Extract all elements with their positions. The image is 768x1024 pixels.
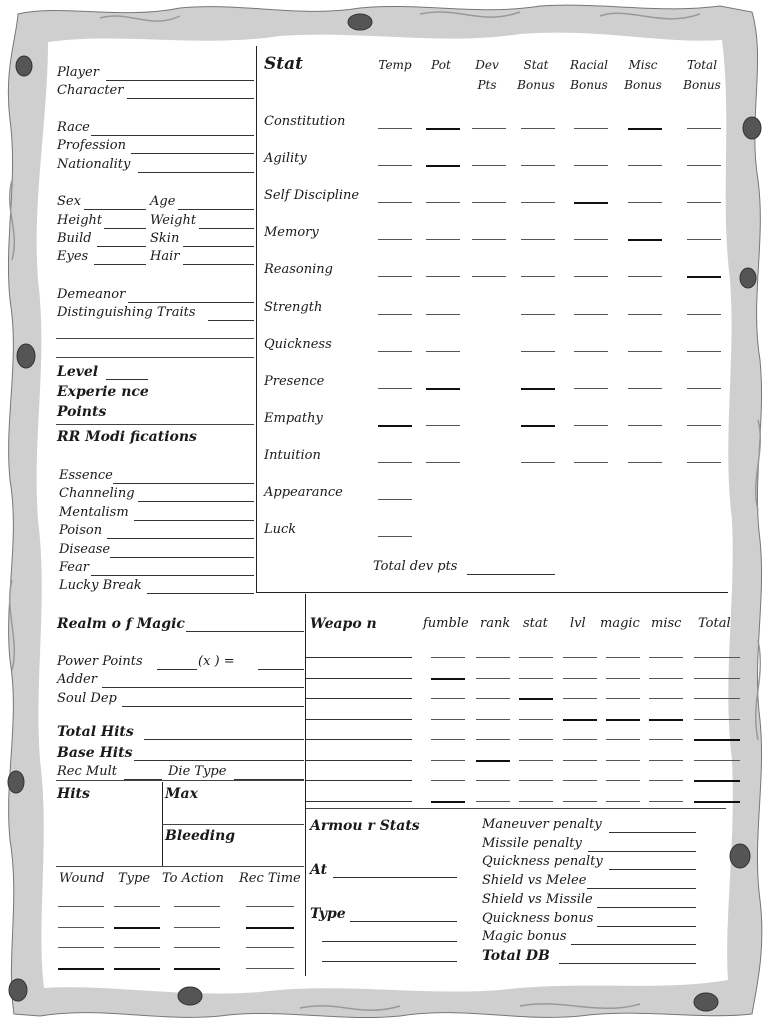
weapon-cell-field[interactable] — [694, 657, 740, 658]
weapon-cell-field[interactable] — [431, 719, 465, 720]
stat-row-label: Agility — [264, 151, 307, 167]
stat-value-field[interactable] — [378, 276, 412, 277]
nationality-field[interactable] — [138, 172, 254, 173]
sex-field[interactable] — [84, 209, 146, 210]
rr-label: Channeling — [59, 486, 135, 502]
rr-title: RR Modi fications — [57, 429, 197, 445]
weapon-cell-field[interactable] — [476, 801, 510, 802]
stat-value-field[interactable] — [378, 425, 412, 427]
wound-column-header: Wound — [59, 871, 105, 886]
hair-label: Hair — [150, 249, 180, 264]
stat-value-field[interactable] — [426, 425, 460, 426]
db-row-label: Shield vs Melee — [482, 873, 587, 889]
stat-value-field[interactable] — [426, 351, 460, 352]
weapon-cell-field[interactable] — [606, 678, 640, 679]
stat-value-field[interactable] — [574, 239, 608, 240]
pp-result-field[interactable] — [258, 669, 304, 670]
stat-row-label: Self Discipline — [264, 188, 360, 204]
divider-id-3 — [56, 424, 254, 425]
weapon-column-header: Total — [698, 616, 731, 631]
stat-value-field[interactable] — [521, 425, 555, 427]
stat-row-label: Reasoning — [264, 262, 333, 278]
stat-value-field[interactable] — [628, 388, 662, 389]
weapon-name-field[interactable] — [306, 678, 412, 679]
divider-lower — [305, 594, 306, 976]
weapon-cell-field[interactable] — [694, 678, 740, 679]
stat-value-field[interactable] — [687, 276, 721, 278]
db-row-label: Missile penalty — [482, 835, 582, 851]
stat-value-field[interactable] — [521, 276, 555, 277]
divider-id-2 — [56, 357, 254, 358]
weapon-cell-field[interactable] — [431, 760, 465, 761]
weapon-cell-field[interactable] — [519, 678, 553, 679]
stat-value-field[interactable] — [472, 128, 506, 129]
weapon-cell-field[interactable] — [431, 739, 465, 740]
level-field[interactable] — [106, 379, 148, 380]
eyes-label: Eyes — [57, 249, 89, 264]
wound-cell-field[interactable] — [174, 968, 220, 970]
total-dev-label: Total dev pts — [373, 559, 458, 574]
weapon-cell-field[interactable] — [649, 657, 683, 658]
armour-title: Armou r Stats — [310, 818, 420, 834]
points-label: Points — [57, 404, 107, 420]
total-hits-label: Total Hits — [57, 724, 134, 740]
stat-title: Stat — [264, 54, 303, 74]
sex-label: Sex — [57, 194, 81, 209]
rr-label: Lucky Break — [59, 578, 142, 594]
stat-value-field[interactable] — [426, 165, 460, 167]
nationality-label: Nationality — [57, 157, 131, 172]
stat-value-field[interactable] — [574, 425, 608, 426]
weapon-cell-field[interactable] — [563, 801, 597, 802]
stat-value-field[interactable] — [628, 425, 662, 426]
weapon-cell-field[interactable] — [519, 780, 553, 781]
rr-field[interactable] — [113, 483, 254, 484]
weapon-cell-field[interactable] — [606, 801, 640, 802]
stat-value-field[interactable] — [521, 128, 555, 129]
realm-field[interactable] — [186, 631, 304, 632]
base-hits-field[interactable] — [134, 760, 304, 761]
weapon-cell-field[interactable] — [563, 739, 597, 740]
weapon-name-field[interactable] — [306, 698, 412, 699]
realm-label: Realm o f Magic — [57, 616, 185, 632]
stat-value-field[interactable] — [426, 314, 460, 315]
weapon-column-header: lvl — [570, 616, 586, 631]
wound-cell-field[interactable] — [174, 927, 220, 928]
eyes-field[interactable] — [94, 264, 146, 265]
rr-field[interactable] — [147, 593, 254, 594]
stat-value-field[interactable] — [521, 351, 555, 352]
rr-label: Poison — [59, 523, 103, 539]
weapon-column-header: magic — [600, 616, 640, 631]
stat-value-field[interactable] — [378, 536, 412, 537]
stat-row-label: Appearance — [264, 485, 343, 500]
type-label: Type — [310, 906, 346, 922]
stat-value-field[interactable] — [521, 165, 555, 166]
weapon-cell-field[interactable] — [519, 657, 553, 658]
weapon-cell-field[interactable] — [563, 780, 597, 781]
db-row-field[interactable] — [597, 926, 696, 927]
base-hits-label: Base Hits — [57, 745, 133, 761]
demeanor-label: Demeanor — [57, 287, 126, 302]
weapon-cell-field[interactable] — [476, 780, 510, 781]
stat-value-field[interactable] — [378, 202, 412, 203]
stat-column-header: Dev Pts — [475, 58, 499, 92]
weapon-name-field[interactable] — [306, 657, 412, 658]
stat-row-label: Constitution — [264, 114, 346, 129]
weapon-cell-field[interactable] — [694, 739, 740, 741]
weapon-column-header: fumble — [423, 616, 469, 631]
stat-value-field[interactable] — [628, 276, 662, 277]
weapon-cell-field[interactable] — [563, 678, 597, 679]
weapon-cell-field[interactable] — [431, 698, 465, 699]
weapon-cell-field[interactable] — [476, 739, 510, 740]
die-type-field[interactable] — [234, 779, 304, 780]
wound-column-header: Rec Time — [239, 871, 301, 886]
wound-cell-field[interactable] — [174, 947, 220, 948]
wound-cell-field[interactable] — [114, 927, 160, 929]
wound-cell-field[interactable] — [58, 927, 104, 928]
race-label: Race — [57, 120, 90, 135]
type-field-1[interactable] — [350, 921, 457, 922]
stat-value-field[interactable] — [574, 462, 608, 463]
db-row-label: Magic bonus — [482, 929, 567, 945]
weapon-cell-field[interactable] — [563, 760, 597, 761]
demeanor-field[interactable] — [128, 302, 254, 303]
db-row-label: Quickness bonus — [482, 910, 594, 926]
stat-value-field[interactable] — [378, 462, 412, 463]
stat-column-header: Misc Bonus — [624, 58, 662, 92]
character-label: Character — [57, 83, 124, 98]
weapon-cell-field[interactable] — [694, 719, 740, 720]
stat-value-field[interactable] — [687, 239, 721, 240]
at-label: At — [310, 862, 328, 878]
stat-column-header: Temp — [378, 58, 412, 72]
total-hits-field[interactable] — [144, 739, 304, 740]
stat-value-field[interactable] — [628, 128, 662, 130]
wound-cell-field[interactable] — [114, 947, 160, 948]
stat-value-field[interactable] — [687, 202, 721, 203]
stat-value-field[interactable] — [521, 462, 555, 463]
rec-mult-label: Rec Mult — [57, 764, 117, 779]
level-label: Level — [57, 364, 99, 380]
wound-cell-field[interactable] — [246, 927, 294, 929]
rr-label: Disease — [59, 541, 111, 557]
age-field[interactable] — [178, 209, 254, 210]
weapon-cell-field[interactable] — [431, 657, 465, 658]
profession-label: Profession — [57, 138, 126, 153]
weight-field[interactable] — [199, 228, 254, 229]
db-row-field[interactable] — [587, 888, 696, 889]
weapon-column-header: misc — [651, 616, 682, 631]
build-field[interactable] — [97, 246, 146, 247]
divider-stat-left — [256, 46, 257, 592]
traits-label: Distinguishing Traits — [57, 305, 196, 320]
stat-value-field[interactable] — [687, 388, 721, 389]
at-field[interactable] — [333, 877, 457, 878]
stat-value-field[interactable] — [472, 276, 506, 277]
stat-value-field[interactable] — [378, 351, 412, 352]
stat-value-field[interactable] — [426, 276, 460, 277]
pp-formula: (x ) = — [198, 654, 235, 669]
stat-value-field[interactable] — [521, 202, 555, 203]
adder-field[interactable] — [102, 687, 304, 688]
weapon-cell-field[interactable] — [606, 780, 640, 781]
stat-value-field[interactable] — [378, 388, 412, 389]
divider-armour-top — [306, 808, 726, 809]
wound-cell-field[interactable] — [174, 906, 220, 907]
power-points-label: Power Points — [57, 654, 143, 669]
weapon-name-field[interactable] — [306, 801, 412, 802]
build-label: Build — [57, 231, 92, 246]
divider-mid — [256, 592, 728, 593]
weapon-cell-field[interactable] — [563, 657, 597, 658]
height-label: Height — [57, 213, 103, 228]
stat-value-field[interactable] — [687, 128, 721, 129]
stat-value-field[interactable] — [687, 425, 721, 426]
stat-value-field[interactable] — [687, 165, 721, 166]
weapon-cell-field[interactable] — [431, 678, 465, 680]
weapon-cell-field[interactable] — [694, 698, 740, 699]
stat-row-label: Intuition — [264, 447, 321, 463]
stat-row-label: Presence — [264, 373, 325, 389]
db-row-field[interactable] — [609, 832, 696, 833]
weapon-cell-field[interactable] — [563, 719, 597, 721]
weapon-cell-field[interactable] — [519, 719, 553, 720]
stat-value-field[interactable] — [687, 462, 721, 463]
power-points-field[interactable] — [157, 669, 197, 670]
race-field[interactable] — [91, 135, 254, 136]
weapon-cell-field[interactable] — [649, 719, 683, 721]
stat-column-header: Pot — [431, 58, 451, 72]
weapon-name-field[interactable] — [306, 760, 412, 761]
weapon-cell-field[interactable] — [649, 760, 683, 761]
stat-value-field[interactable] — [378, 165, 412, 166]
stat-value-field[interactable] — [628, 202, 662, 203]
divider-max — [162, 824, 304, 825]
weapon-cell-field[interactable] — [476, 719, 510, 720]
hits-label: Hits — [57, 786, 90, 802]
weapon-cell-field[interactable] — [476, 678, 510, 679]
db-row-label: Quickness penalty — [482, 854, 603, 870]
stat-value-field[interactable] — [574, 165, 608, 166]
stat-value-field[interactable] — [628, 239, 662, 241]
stat-value-field[interactable] — [378, 314, 412, 315]
db-row-field[interactable] — [609, 869, 696, 870]
stat-value-field[interactable] — [574, 202, 608, 204]
rr-field[interactable] — [91, 575, 254, 576]
die-type-label: Die Type — [168, 764, 227, 779]
stat-value-field[interactable] — [628, 351, 662, 352]
divider-hits-top — [56, 780, 304, 781]
weapon-title: Weapo n — [310, 616, 377, 632]
rr-field[interactable] — [138, 501, 254, 502]
weapon-cell-field[interactable] — [431, 780, 465, 781]
wound-cell-field[interactable] — [246, 947, 294, 948]
stat-value-field[interactable] — [378, 499, 412, 500]
weapon-cell-field[interactable] — [606, 719, 640, 721]
weapon-cell-field[interactable] — [606, 657, 640, 658]
stat-value-field[interactable] — [426, 128, 460, 130]
adder-label: Adder — [57, 672, 97, 687]
stat-value-field[interactable] — [426, 239, 460, 240]
player-field[interactable] — [106, 80, 254, 81]
weapon-cell-field[interactable] — [649, 698, 683, 699]
rr-field[interactable] — [110, 557, 254, 558]
wound-column-header: Type — [118, 871, 151, 886]
weapon-cell-field[interactable] — [563, 698, 597, 699]
traits-field[interactable] — [208, 320, 254, 321]
rec-mult-field[interactable] — [124, 779, 162, 780]
stat-value-field[interactable] — [521, 239, 555, 240]
stat-value-field[interactable] — [628, 314, 662, 315]
experience-label: Experie nce — [57, 384, 149, 400]
rr-field[interactable] — [107, 538, 254, 539]
weapon-cell-field[interactable] — [606, 760, 640, 761]
stat-value-field[interactable] — [628, 165, 662, 166]
weapon-cell-field[interactable] — [519, 698, 553, 700]
stat-row-label: Empathy — [264, 410, 323, 426]
height-field[interactable] — [104, 228, 146, 229]
bleeding-label: Bleeding — [165, 828, 236, 844]
stat-value-field[interactable] — [521, 314, 555, 315]
weapon-cell-field[interactable] — [649, 780, 683, 781]
rr-label: Essence — [59, 468, 113, 483]
stat-value-field[interactable] — [378, 239, 412, 240]
total-db-label: Total DB — [482, 947, 550, 964]
weight-label: Weight — [150, 213, 197, 228]
stat-value-field[interactable] — [378, 128, 412, 129]
weapon-cell-field[interactable] — [519, 739, 553, 740]
player-label: Player — [57, 65, 99, 80]
type-field-3[interactable] — [322, 961, 457, 962]
weapon-name-field[interactable] — [306, 739, 412, 740]
weapon-cell-field[interactable] — [606, 739, 640, 740]
weapon-cell-field[interactable] — [476, 698, 510, 699]
weapon-cell-field[interactable] — [519, 760, 553, 761]
weapon-cell-field[interactable] — [476, 657, 510, 658]
divider-id-1 — [56, 338, 254, 339]
weapon-cell-field[interactable] — [694, 780, 740, 782]
stat-value-field[interactable] — [426, 462, 460, 463]
soul-dep-field[interactable] — [122, 706, 304, 707]
total-db-field[interactable] — [559, 963, 696, 964]
rr-label: Mentalism — [59, 504, 129, 520]
wound-cell-field[interactable] — [246, 968, 294, 969]
soul-dep-label: Soul Dep — [57, 691, 117, 706]
stat-value-field[interactable] — [687, 351, 721, 352]
stat-value-field[interactable] — [521, 388, 555, 390]
stat-value-field[interactable] — [426, 388, 460, 390]
max-label: Max — [165, 786, 198, 802]
weapon-name-field[interactable] — [306, 719, 412, 720]
stat-column-header: Racial Bonus — [569, 58, 608, 92]
weapon-cell-field[interactable] — [649, 739, 683, 740]
db-row-field[interactable] — [571, 944, 696, 945]
db-row-label: Shield vs Missile — [482, 891, 593, 907]
wound-column-header: To Action — [162, 871, 224, 886]
weapon-cell-field[interactable] — [519, 801, 553, 802]
divider-wound-top — [56, 866, 304, 867]
wound-cell-field[interactable] — [58, 947, 104, 948]
stat-row-label: Strength — [264, 299, 323, 315]
stat-value-field[interactable] — [574, 388, 608, 389]
hair-field[interactable] — [183, 264, 254, 265]
weapon-name-field[interactable] — [306, 780, 412, 781]
weapon-cell-field[interactable] — [476, 760, 510, 762]
stat-value-field[interactable] — [472, 202, 506, 203]
weapon-column-header: rank — [480, 616, 511, 631]
wound-cell-field[interactable] — [114, 968, 160, 970]
wound-cell-field[interactable] — [114, 906, 160, 907]
weapon-column-header: stat — [523, 616, 548, 631]
weapon-cell-field[interactable] — [694, 801, 740, 803]
stat-column-header: Stat Bonus — [517, 58, 555, 92]
wound-cell-field[interactable] — [58, 906, 104, 907]
db-row-field[interactable] — [597, 907, 696, 908]
total-dev-field[interactable] — [467, 574, 555, 575]
age-label: Age — [150, 194, 176, 209]
weapon-cell-field[interactable] — [606, 698, 640, 699]
stat-row-label: Memory — [264, 225, 319, 241]
stat-value-field[interactable] — [426, 202, 460, 203]
stat-value-field[interactable] — [472, 165, 506, 166]
stat-value-field[interactable] — [574, 128, 608, 129]
skin-label: Skin — [150, 231, 180, 246]
stat-row-label: Luck — [264, 522, 297, 538]
stat-column-header: Total Bonus — [683, 58, 721, 92]
wound-cell-field[interactable] — [58, 968, 104, 970]
type-field-2[interactable] — [322, 941, 457, 942]
rr-field[interactable] — [134, 520, 254, 521]
stat-value-field[interactable] — [472, 239, 506, 240]
wound-cell-field[interactable] — [246, 906, 294, 907]
stat-value-field[interactable] — [574, 314, 608, 315]
weapon-cell-field[interactable] — [649, 801, 683, 802]
character-field[interactable] — [127, 98, 254, 99]
profession-field[interactable] — [131, 153, 254, 154]
stat-row-label: Quickness — [264, 336, 332, 352]
stat-value-field[interactable] — [574, 351, 608, 352]
weapon-cell-field[interactable] — [431, 801, 465, 803]
db-row-field[interactable] — [588, 851, 696, 852]
rr-label: Fear — [59, 560, 89, 575]
weapon-cell-field[interactable] — [649, 678, 683, 679]
stat-value-field[interactable] — [574, 276, 608, 277]
stat-value-field[interactable] — [628, 462, 662, 463]
skin-field[interactable] — [183, 246, 254, 247]
weapon-cell-field[interactable] — [694, 760, 740, 761]
stat-value-field[interactable] — [687, 314, 721, 315]
db-row-label: Maneuver penalty — [482, 817, 602, 832]
